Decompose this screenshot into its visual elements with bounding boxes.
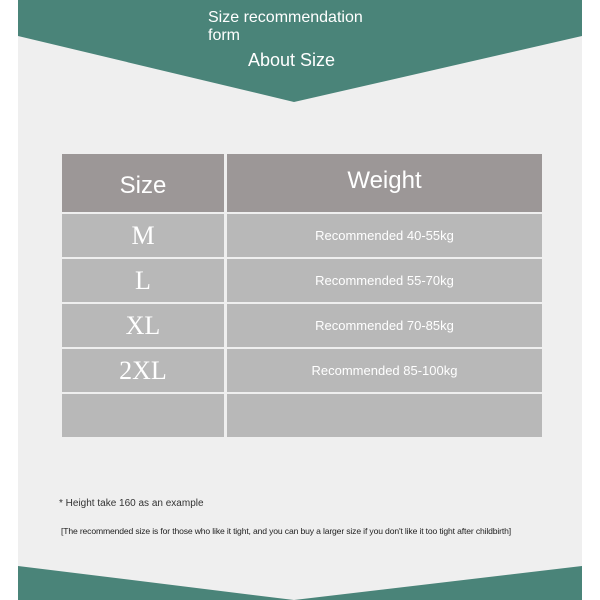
bottom-banner [18,566,582,600]
fit-note: [The recommended size is for those who like it tight, and you can buy a larger size if you don't like it too tight after childbirth] [61,526,511,536]
table-row [62,259,542,302]
weight-cell: Recommended 55-70kg [227,259,542,302]
header-weight: Weight [227,154,542,212]
header-size: Size [62,154,224,212]
size-cell: M [62,214,224,257]
size-cell [62,394,224,437]
height-note: * Height take 160 as an example [59,498,204,509]
banner-title: Size recommendation form [208,9,363,44]
weight-cell: Recommended 70-85kg [227,304,542,347]
weight-cell: Recommended 40-55kg [227,214,542,257]
table-row [62,304,542,347]
table-header-row [62,154,542,212]
table-row [62,214,542,257]
banner-subtitle: About Size [248,50,336,70]
table-row [62,349,542,392]
table-row [62,394,542,437]
weight-cell [227,394,542,437]
size-table [62,154,542,437]
weight-cell: Recommended 85-100kg [227,349,542,392]
size-cell: 2XL [62,349,224,392]
size-cell: XL [62,304,224,347]
size-cell: L [62,259,224,302]
